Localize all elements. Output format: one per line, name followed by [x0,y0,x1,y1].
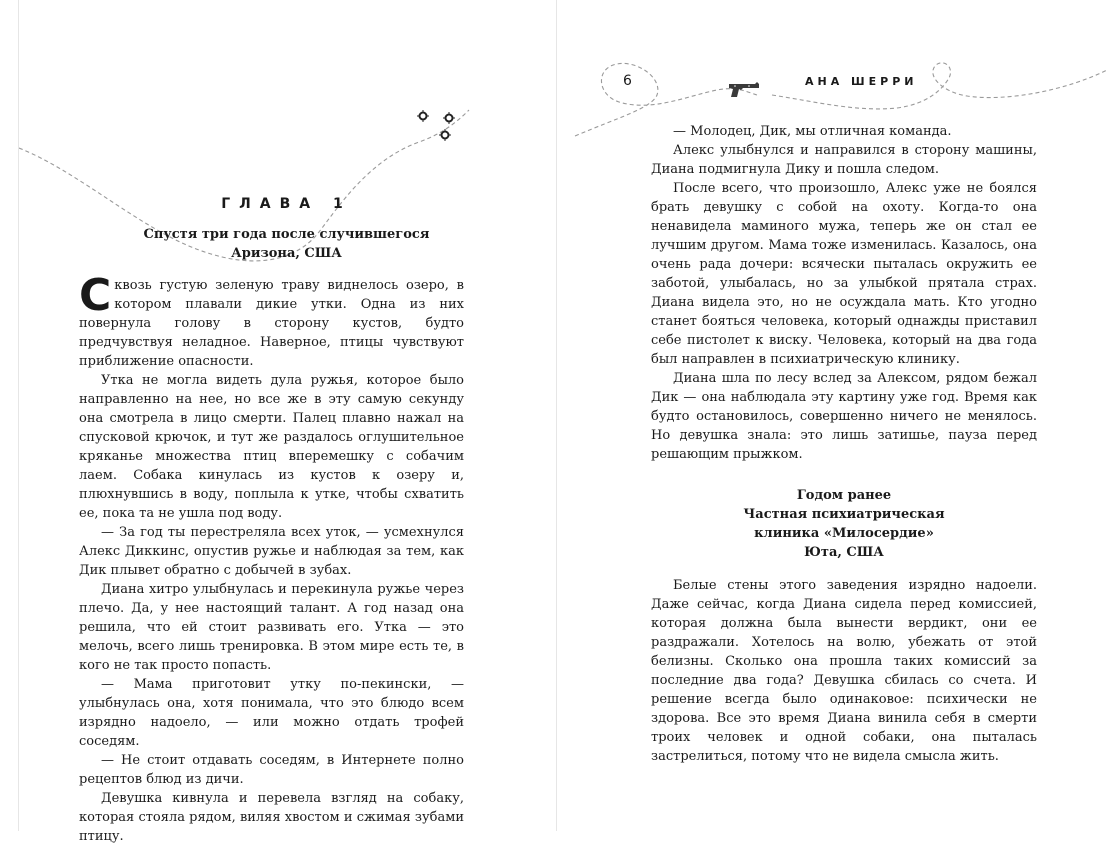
subheading-line: Юта, США [804,545,884,560]
bullet-hole-icon [439,129,451,141]
right-body-text-bottom [651,576,1037,766]
left-body-text [79,270,464,846]
paragraph: — За год ты перестреляла всех уток, — усмехнулся Алекс Диккинс, опустив ружье и наблюдая за тем, как Дик плывет обратно с добычей в зубах. [79,525,464,578]
paragraph: Диана хитро улыбнулась и перекинула ружье через плечо. Да, у нее настоящий талант. А год назад она решила, что ей стоит развивать его. Утка — это мелочь, всего лишь тренировка. В этом мире есть те, в кого не так просто попасть. [79,582,464,673]
paragraph: После всего, что произошло, Алекс уже не боялся брать девушку с собой на охоту. Когда-то она ненавидела маминого мужа, теперь же он стал ее лучшим другом. Мама тоже изменилась. Казалось, она очень рада дочери: всячески пыталась окружить ее заботой, улыбалась, но за улыбкой прятала страх. Диана видела это, но не осуждала мать. Кто угодно станет бояться человека, который однажды приставил себе пистолет к виску. Человека, который на два года был направлен в психиатрическую клинику. [651,181,1037,367]
paragraph: — Мама приготовит утку по-пекински, — улыбнулась она, хотя понимала, что это блюдо всем изрядно надоело, — или можно отдать трофей соседям. [79,677,464,749]
subheading-line: клиника «Милосердие» [754,526,934,541]
running-head-author: АНА ШЕРРИ [805,75,918,88]
subheading-line: Аризона, США [231,246,342,261]
paragraph: — Не стоит отдавать соседям, в Интернете полно рецептов блюд из дичи. [79,753,464,787]
bullet-hole-icon [417,110,429,122]
subheading-line: Частная психиатрическая [743,507,945,522]
section-subheading [651,486,1037,562]
chapter-subheading [19,225,554,263]
page-number: 6 [623,73,632,89]
chapter-title: ГЛАВА 1 [221,196,352,212]
paragraph: — Молодец, Дик, мы отличная команда. [673,124,952,139]
subheading-line: Спустя три года после случившегося [143,227,430,242]
right-page [556,0,1106,831]
bullet-hole-icon [443,112,455,124]
paragraph: Диана шла по лесу вслед за Алексом, рядом бежал Дик — она наблюдала эту картину уже год. Время как будто остановилось, совершенно ничего не менялось. Но девушка знала: это лишь затишье, пауза перед решающим прыжком. [651,371,1037,462]
right-body-text-top [651,122,1037,464]
paragraph: Алекс улыбнулся и направился в сторону машины, Диана подмигнула Дику и пошла следом. [651,143,1037,177]
paragraph: Утка не могла видеть дула ружья, которое было направленно на нее, но все же в эту самую секунду она смотрела в лицо смерти. Палец плавно нажал на спусковой крючок, и тут же раздалось оглушительное кряканье множества птиц вперемешку с собачим лаем. Собака кинулась из кустов к озеру и, плюхнувшись в воду, поплыла к утке, чтобы схватить ее, пока та не ушла под воду. [79,373,464,521]
drop-cap: С [79,270,112,321]
pistol-icon [729,82,759,97]
subheading-line: Годом ранее [796,488,892,503]
paragraph: Сквозь густую зеленую траву виднелось озеро, в котором плавали дикие утки. Одна из них повернула голову в сторону кустов, будто предчувствуя неладное. Наверное, птицы чувствуют приближение опасности. [79,270,464,369]
left-page [18,0,554,844]
paragraph: Девушка кивнула и перевела взгляд на собаку, которая стояла рядом, виляя хвостом и сжимая зубами птицу. [79,791,464,844]
paragraph: Белые стены этого заведения изрядно надоели. Даже сейчас, когда Диана сидела перед комиссией, которая должна была вынести вердикт, они ее раздражали. Хотелось на волю, убежать от этой белизны. Сколько она прошла таких комиссий за последние два года? Девушка сбилась со счета. И решение всегда было одинаковое: психически не здорова. Все это время Диана винила себя в смерти троих человек и одной собаки, она пыталась застрелиться, потому что не видела смысла жить. [651,578,1037,764]
